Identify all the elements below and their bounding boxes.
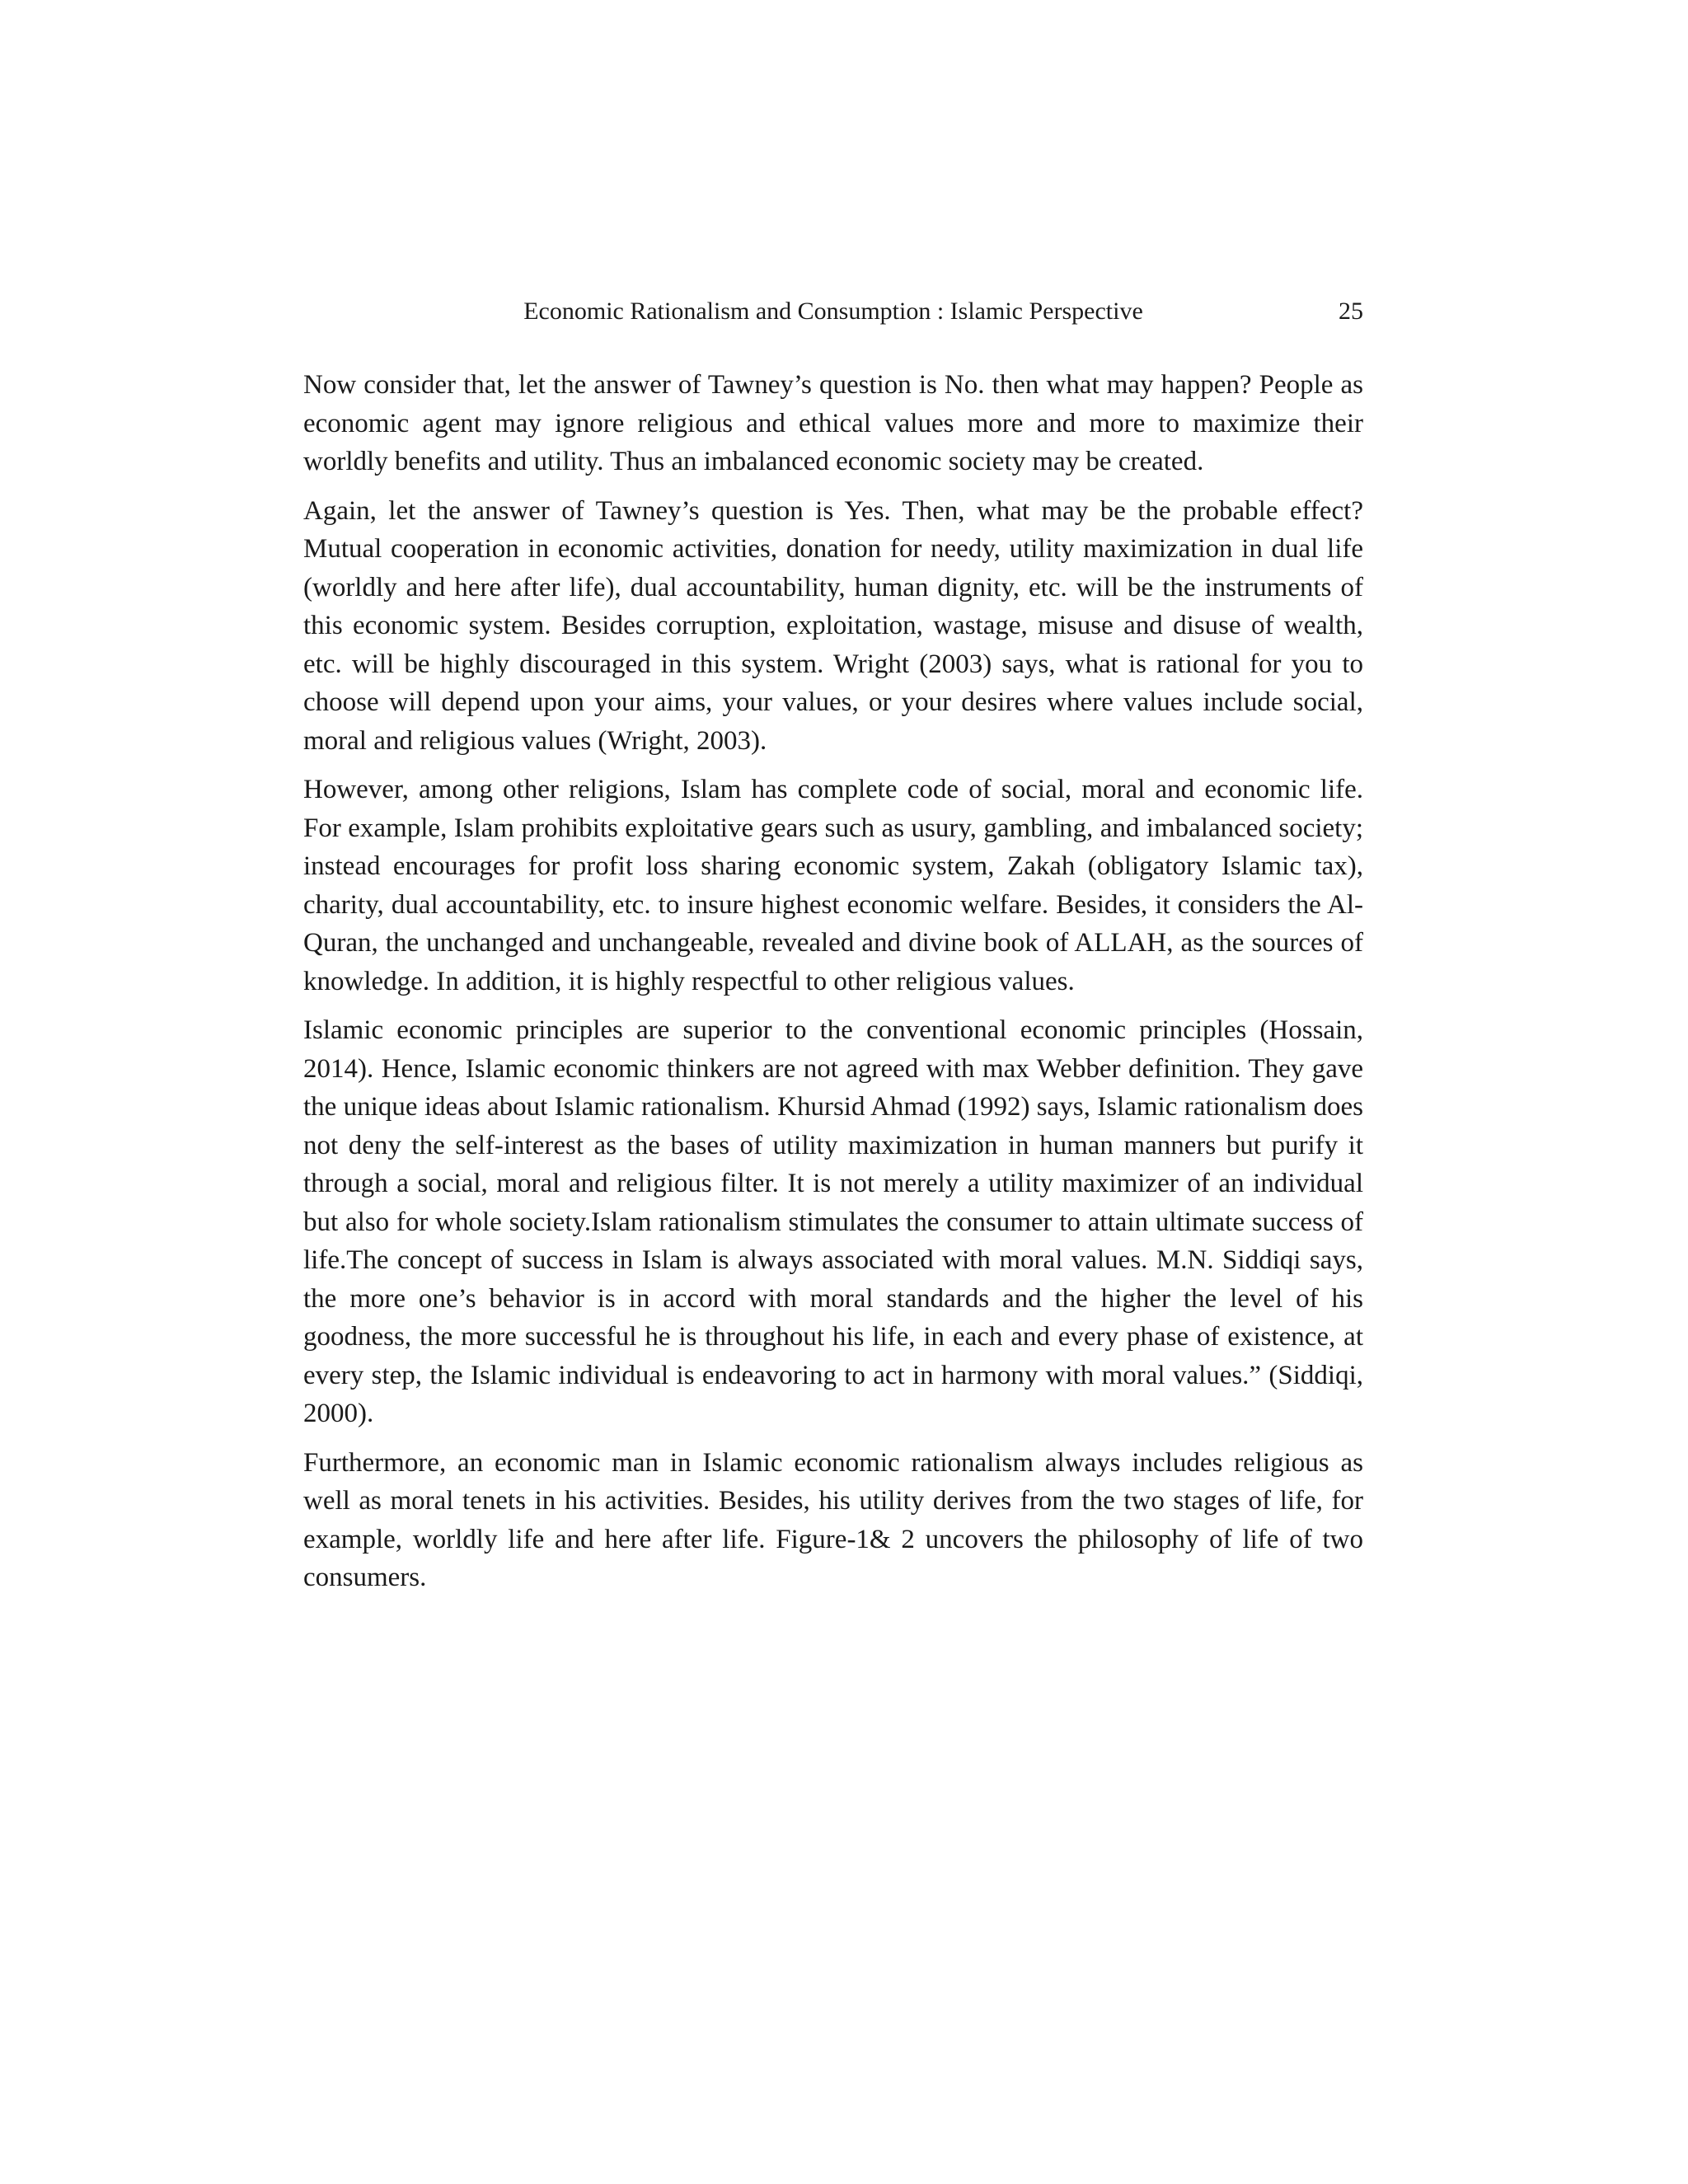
paragraph: However, among other religions, Islam has complete code of social, moral and economic life. For example, Islam prohibits exploitative gears such as usury, gambling, and imbalanced society; instead encourages for profit loss sharing economic system, Zakah (obligatory Islamic tax), charity, dual accountability, etc. to insure highest economic welfare. Besides, it considers the Al-Quran, the unchanged and unchangeable, revealed and divine book of ALLAH, as the sources of knowledge. In addition, it is highly respectful to other religious values. — [303, 775, 1363, 996]
paragraph: Furthermore, an economic man in Islamic economic rationalism always includes religious as well as moral tenets in his activities. Besides, his utility derives from the two stages of life, for example, worldly life and here after life. Figure-1& 2 uncovers the philosophy of life of two consumers. — [303, 1447, 1363, 1592]
page-header — [303, 293, 1363, 330]
paragraph: Islamic economic principles are superior to the conventional economic principles (Hossain, 2014). Hence, Islamic economic thinkers are not agreed with max Webber definition. They gave the unique ideas about Islamic rationalism. Khursid Ahmad (1992) says, Islamic rationalism does not deny the self-interest as the bases of utility maximization in human manners but purify it through a social, moral and religious filter. It is not merely a utility maximizer of an individual but also for whole society.Islam rationalism stimulates the consumer to attain ultimate success of life.The concept of success in Islam is always associated with moral values. M.N. Siddiqi says, the more one’s behavior is in accord with moral standards and the higher the level of his goodness, the more successful he is throughout his life, in each and every phase of existence, at every step, the Islamic individual is endeavoring to act in harmony with moral values.” (Siddiqi, 2000). — [303, 1015, 1363, 1428]
body-text — [303, 366, 1363, 1608]
page-number: 25 — [1339, 298, 1363, 325]
paragraph: Now consider that, let the answer of Tawney’s question is No. then what may happen? People as economic agent may ignore religious and ethical values more and more to maximize their worldly benefits and utility. Thus an imbalanced economic society may be created. — [303, 370, 1363, 476]
running-title: Economic Rationalism and Consumption : Islamic Perspective — [523, 298, 1143, 325]
paragraph: Again, let the answer of Tawney’s question is Yes. Then, what may be the probable effect? Mutual cooperation in economic activities, donation for needy, utility maximization in dual life (worldly and here after life), dual accountability, human dignity, etc. will be the instruments of this economic system. Besides corruption, exploitation, wastage, misuse and disuse of wealth, etc. will be highly discouraged in this system. Wright (2003) says, what is rational for you to choose will depend upon your aims, your values, or your desires where values include social, moral and religious values (Wright, 2003). — [303, 495, 1363, 756]
